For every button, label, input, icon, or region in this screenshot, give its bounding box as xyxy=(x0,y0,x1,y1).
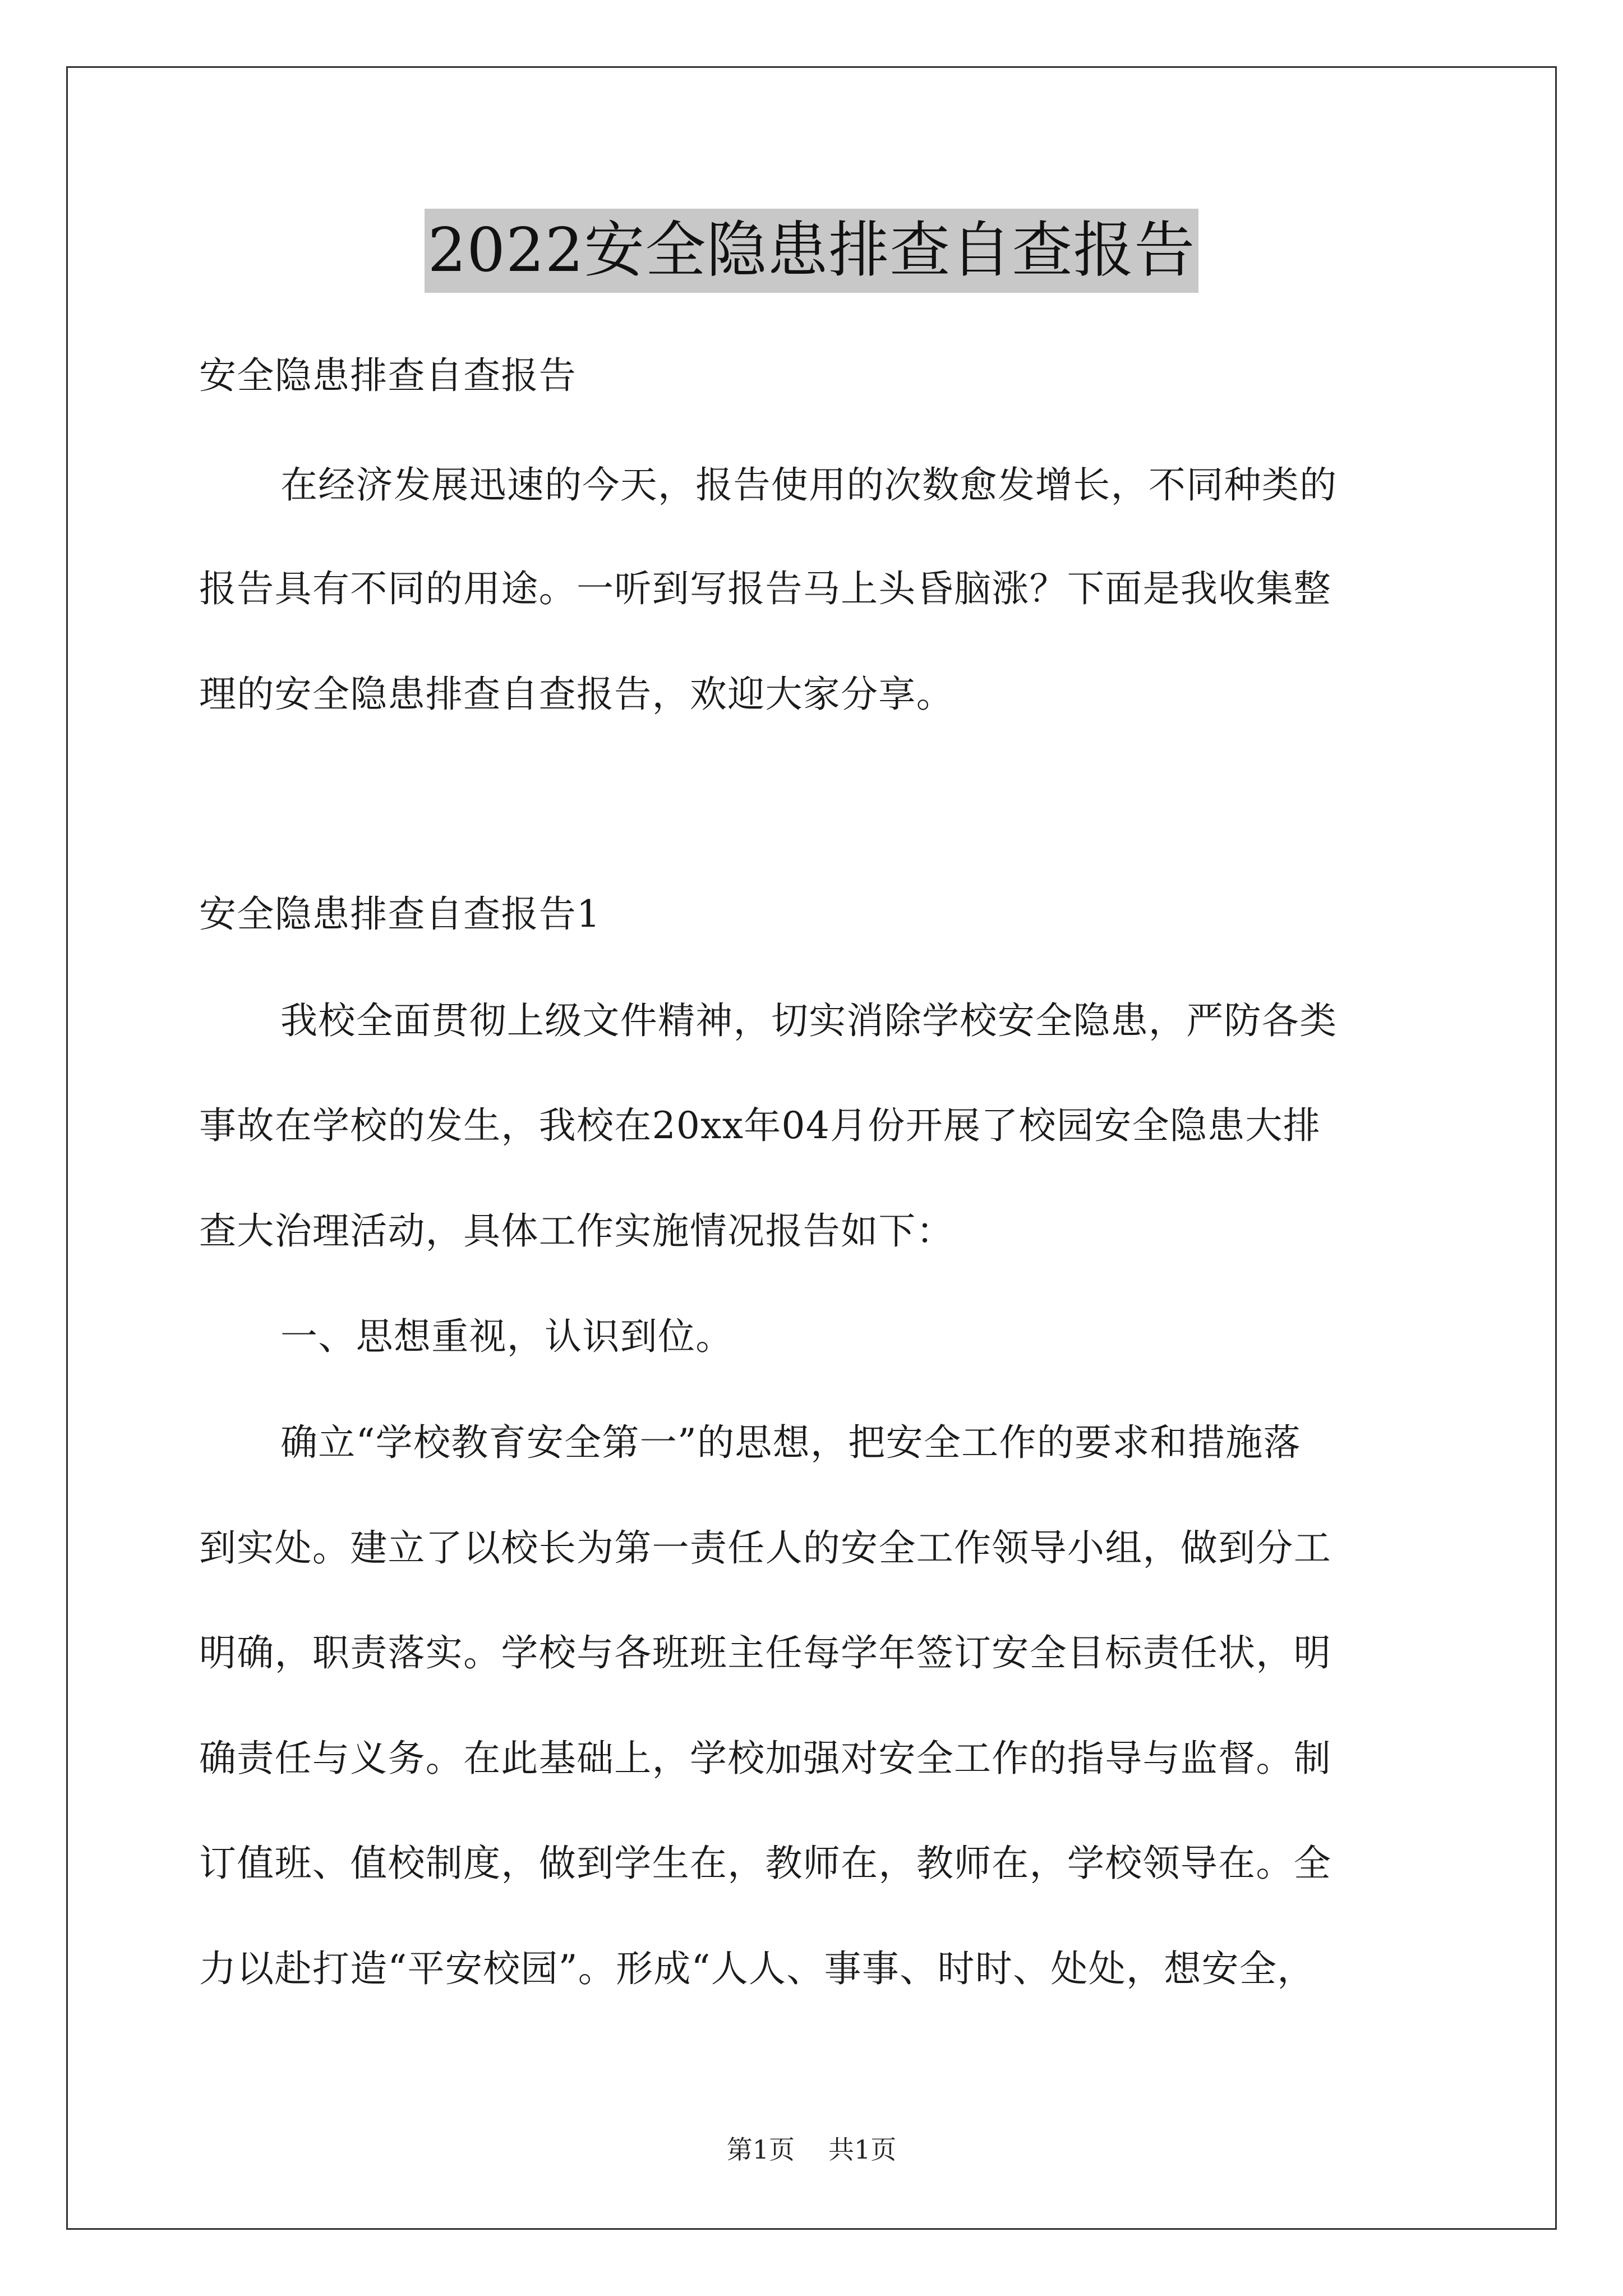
title-container xyxy=(0,209,1623,293)
subsection-heading: 一、思想重视，认识到位。 xyxy=(280,1315,734,1358)
paragraph-line: 明确，职责落实。学校与各班班主任每学年签订安全目标责任状，明 xyxy=(199,1631,1331,1674)
section-heading: 安全隐患排查自查报告 xyxy=(199,354,577,397)
paragraph-line: 确立“学校教育安全第一”的思想，把安全工作的要求和措施落 xyxy=(280,1421,1301,1464)
paragraph-line: 事故在学校的发生，我校在20xx年04月份开展了校园安全隐患大排 xyxy=(199,1104,1321,1147)
paragraph-line: 力以赴打造“平安校园”。形成“人人、事事、时时、处处，想安全， xyxy=(199,1947,1315,1990)
page-number-current: 第1页 xyxy=(726,2134,795,2165)
paragraph-line: 查大治理活动，具体工作实施情况报告如下： xyxy=(199,1209,954,1253)
paragraph-line: 理的安全隐患排查自查报告，欢迎大家分享。 xyxy=(199,673,954,716)
page-number-total: 共1页 xyxy=(828,2134,897,2165)
paragraph-line: 到实处。建立了以校长为第一责任人的安全工作领导小组，做到分工 xyxy=(199,1526,1331,1570)
paragraph-line: 确责任与义务。在此基础上，学校加强对安全工作的指导与监督。制 xyxy=(199,1737,1331,1780)
paragraph-line: 订值班、值校制度，做到学生在，教师在，教师在，学校领导在。全 xyxy=(199,1842,1331,1885)
paragraph-line: 在经济发展迅速的今天，报告使用的次数愈发增长，不同种类的 xyxy=(280,463,1338,507)
document-title: 2022安全隐患排查自查报告 xyxy=(425,209,1199,293)
paragraph-line: 我校全面贯彻上级文件精神，切实消除学校安全隐患，严防各类 xyxy=(280,999,1338,1042)
section-heading: 安全隐患排查自查报告1 xyxy=(199,892,601,936)
page-footer xyxy=(0,2133,1623,2166)
paragraph-line: 报告具有不同的用途。一听到写报告马上头昏脑涨？下面是我收集整 xyxy=(199,567,1331,610)
